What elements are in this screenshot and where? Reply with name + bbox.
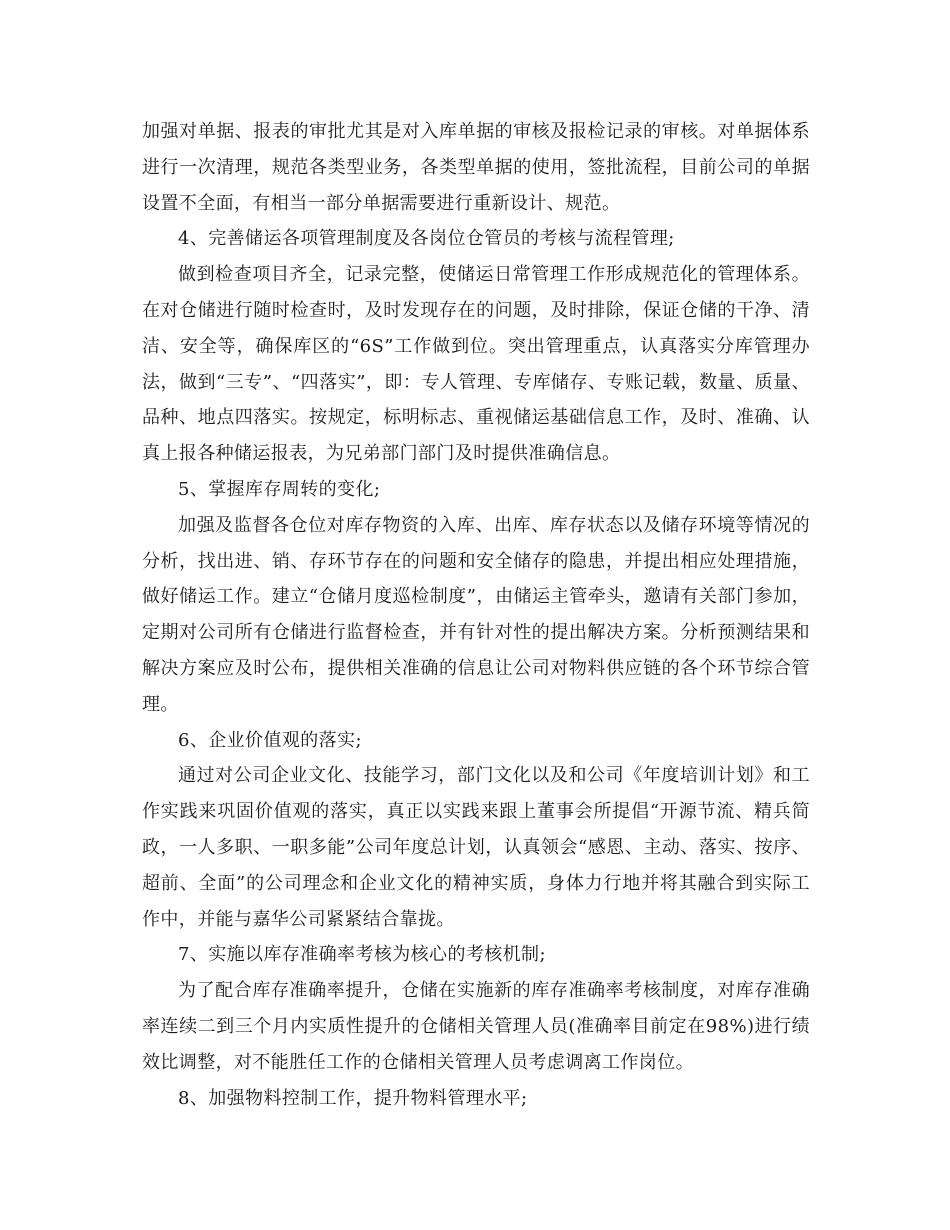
heading-item-6: 6、企业价值观的落实;	[178, 729, 362, 751]
paragraph-corporate-values: 通过对公司企业文化、技能学习，部门文化以及和公司《年度培训计划》和工作实践来巩固价值观的落实，真正以实践来跟上董事会所提倡“开源节流、精兵简政，一人多职、一职多能”公司年度总计划，认真领会“感恩、主动、落实、按序、超前、全面”的公司理念和企业文化的精神实质，身体力行地并将其融合到实际工作中，并能与嘉华公司紧紧结合靠拢。	[142, 765, 810, 930]
document-body	[142, 114, 810, 1116]
paragraph-accuracy-assessment: 为了配合库存准确率提升，仓储在实施新的库存准确率考核制度，对库存准确率连续二到三个月内实质性提升的仓储相关管理人员(准确率目前定在98%)进行绩效比调整，对不能胜任工作的仓储相关管理人员考虑调离工作岗位。	[142, 980, 810, 1073]
paragraph-inventory-turnover: 加强及监督各仓位对库存物资的入库、出库、库存状态以及储存环境等情况的分析，找出进、销、存环节存在的问题和安全储存的隐患，并提出相应处理措施，做好储运工作。建立“仓储月度巡检制度”，由储运主管牵头，邀请有关部门参加，定期对公司所有仓储进行监督检查，并有针对性的提出解决方案。分析预测结果和解决方案应及时公布，提供相关准确的信息让公司对物料供应链的各个环节综合管理。	[142, 514, 810, 715]
heading-item-5: 5、掌握库存周转的变化;	[178, 478, 381, 500]
heading-item-7: 7、实施以库存准确率考核为核心的考核机制;	[178, 944, 546, 966]
paragraph-document-review: 加强对单据、报表的审批尤其是对入库单据的审核及报检记录的审核。对单据体系进行一次清理，规范各类型业务，各类型单据的使用，签批流程，目前公司的单据设置不全面，有相当一部分单据需要进行重新设计、规范。	[142, 121, 810, 214]
heading-item-8: 8、加强物料控制工作，提升物料管理水平;	[178, 1087, 528, 1109]
paragraph-inspection: 做到检查项目齐全，记录完整，使储运日常管理工作形成规范化的管理体系。在对仓储进行随时检查时，及时发现存在的问题，及时排除，保证仓储的干净、清洁、安全等，确保库区的“6S”工作做到位。突出管理重点，认真落实分库管理办法，做到“三专”、“四落实”，即：专人管理、专库储存、专账记载，数量、质量、品种、地点四落实。按规定，标明标志、重视储运基础信息工作，及时、准确、认真上报各种储运报表，为兄弟部门部门及时提供准确信息。	[142, 264, 810, 465]
heading-item-4: 4、完善储运各项管理制度及各岗位仓管员的考核与流程管理;	[178, 228, 675, 250]
